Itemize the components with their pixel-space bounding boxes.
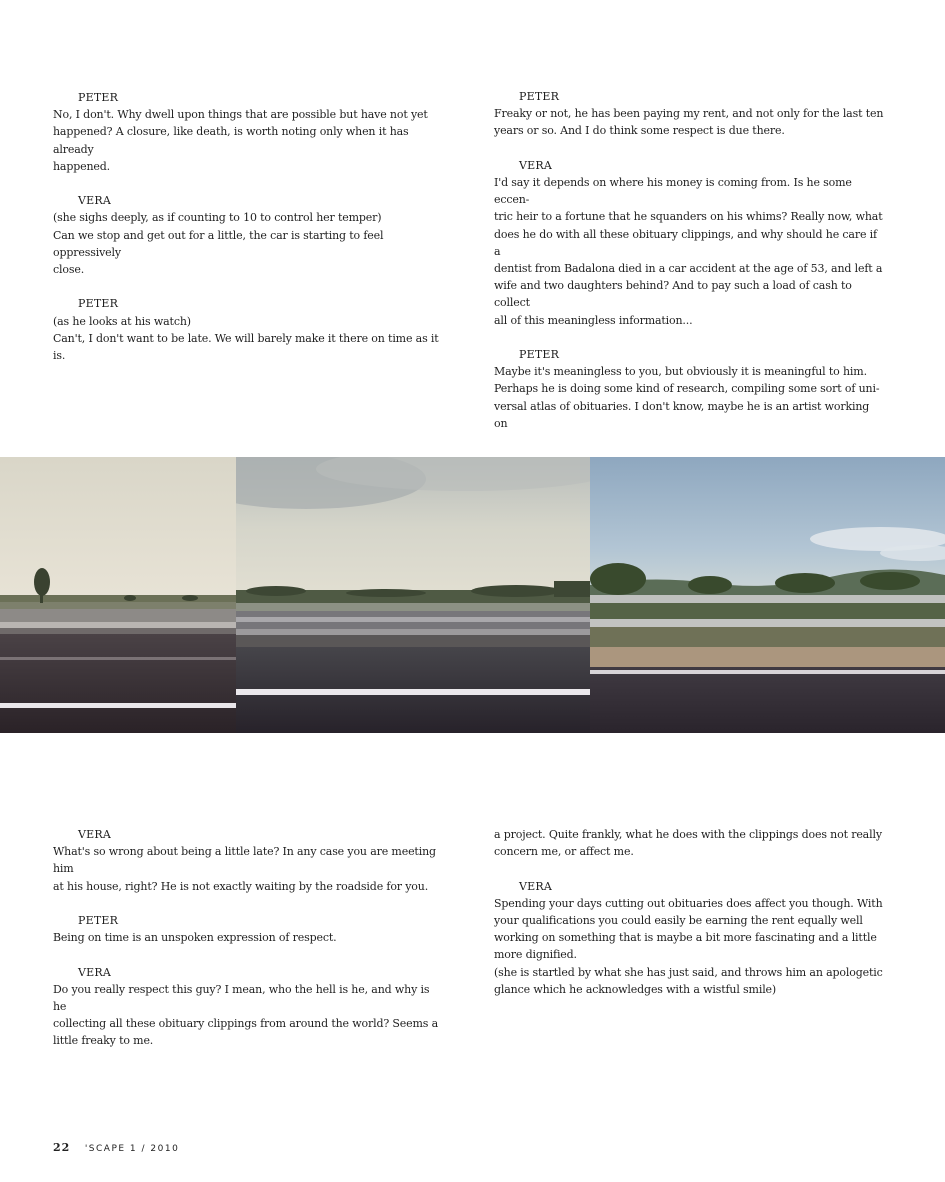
speaker-name: PETER [519, 90, 560, 103]
dialogue-block [494, 88, 884, 140]
roadside-photo-3 [590, 457, 945, 733]
roadside-photo-1 [0, 457, 236, 733]
dialogue-block [53, 964, 443, 1050]
dialogue-line: Being on time is an unspoken expression of respect. [53, 931, 337, 945]
dialogue-line: Freaky or not, he has been paying my rent, and not only for the last ten [494, 107, 884, 121]
magazine-issue: 'SCAPE 1 / 2010 [84, 1144, 180, 1154]
dialogue-line: concern me, or affect me. [494, 845, 634, 859]
dialogue-line: Can we stop and get out for a little, the car is starting to feel oppressively [53, 228, 384, 259]
dialogue-line: more dignified. [494, 948, 577, 962]
dialogue-line: I'd say it depends on where his money is coming from. Is he some eccen- [494, 176, 852, 207]
speaker-name: VERA [519, 158, 552, 172]
speaker-name: PETER [519, 348, 560, 362]
dialogue-line: collecting all these obituary clippings from around the world? Seems a [53, 1017, 439, 1031]
dialogue-line: little freaky to me. [53, 1034, 154, 1048]
speaker-name: PETER [78, 91, 119, 104]
dialogue-line: No, I don't. Why dwell upon things that are possible but have not yet [53, 108, 428, 122]
dialogue-line: at his house, right? He is not exactly waiting by the roadside for you. [53, 879, 429, 893]
dialogue-block [53, 295, 443, 364]
dialogue-block [53, 89, 443, 175]
dialogue-line: (she is startled by what she has just said, and throws him an apologetic [494, 965, 883, 979]
dialogue-line: tric heir to a fortune that he squanders on his whims? Really now, what [494, 210, 883, 224]
dialogue-line: Spending your days cutting out obituaries does affect you though. With [494, 896, 883, 910]
dialogue-block [494, 878, 884, 998]
dialogue-line: dentist from Badalona died in a car accident at the age of 53, and left a [494, 262, 883, 276]
dialogue-line: does he do with all these obituary clippings, and why should he care if a [494, 227, 877, 258]
dialogue-line: Can't, I don't want to be late. We will barely make it there on time as it is. [53, 331, 439, 363]
page-number: 22 [53, 1141, 71, 1154]
speaker-name: VERA [519, 879, 552, 893]
dialogue-line: Do you really respect this guy? I mean, who the hell is he, and why is he [53, 982, 430, 1013]
dialogue-column-bottom-right [494, 826, 884, 1015]
dialogue-line: a project. Quite frankly, what he does with the clippings does not really [494, 828, 882, 841]
dialogue-line: Perhaps he is doing some kind of research, compiling some sort of uni- [494, 382, 880, 396]
dialogue-column-top-right [494, 88, 884, 449]
dialogue-block [494, 346, 884, 432]
dialogue-line: wife and two daughters behind? And to pay such a load of cash to collect [494, 279, 852, 310]
speaker-name: PETER [78, 297, 119, 311]
speaker-name: VERA [78, 194, 111, 208]
dialogue-line: working on something that is maybe a bit more fascinating and a little [494, 931, 877, 945]
speaker-name: VERA [78, 965, 111, 979]
speaker-name: VERA [78, 828, 111, 841]
dialogue-line: years or so. And I do think some respect is due there. [494, 124, 785, 138]
dialogue-line: (as he looks at his watch) [53, 314, 191, 328]
dialogue-column-top-left [53, 89, 443, 381]
dialogue-block [494, 826, 884, 860]
dialogue-line: glance which he acknowledges with a wistful smile) [494, 982, 777, 996]
dialogue-line: your qualifications you could easily be earning the rent equally well [494, 914, 863, 927]
dialogue-line: versal atlas of obituaries. I don't know, maybe he is an artist working on [494, 399, 870, 430]
dialogue-line: What's so wrong about being a little late? In any case you are meeting him [53, 845, 436, 876]
dialogue-block [53, 192, 443, 278]
dialogue-column-bottom-left [53, 826, 443, 1067]
roadside-photo-2 [236, 457, 590, 733]
dialogue-line: all of this meaningless information... [494, 313, 693, 327]
page-footer [53, 1141, 179, 1154]
dialogue-block [494, 157, 884, 329]
dialogue-line: happened. [53, 159, 111, 173]
dialogue-line: (she sighs deeply, as if counting to 10 to control her temper) [53, 211, 382, 225]
dialogue-line: close. [53, 263, 85, 277]
dialogue-block [53, 912, 443, 946]
dialogue-block [53, 826, 443, 895]
speaker-name: PETER [78, 914, 119, 927]
photo-strip [0, 457, 945, 733]
dialogue-line: Maybe it's meaningless to you, but obviously it is meaningful to him. [494, 365, 867, 379]
dialogue-line: happened? A closure, like death, is worth noting only when it has already [53, 125, 409, 156]
